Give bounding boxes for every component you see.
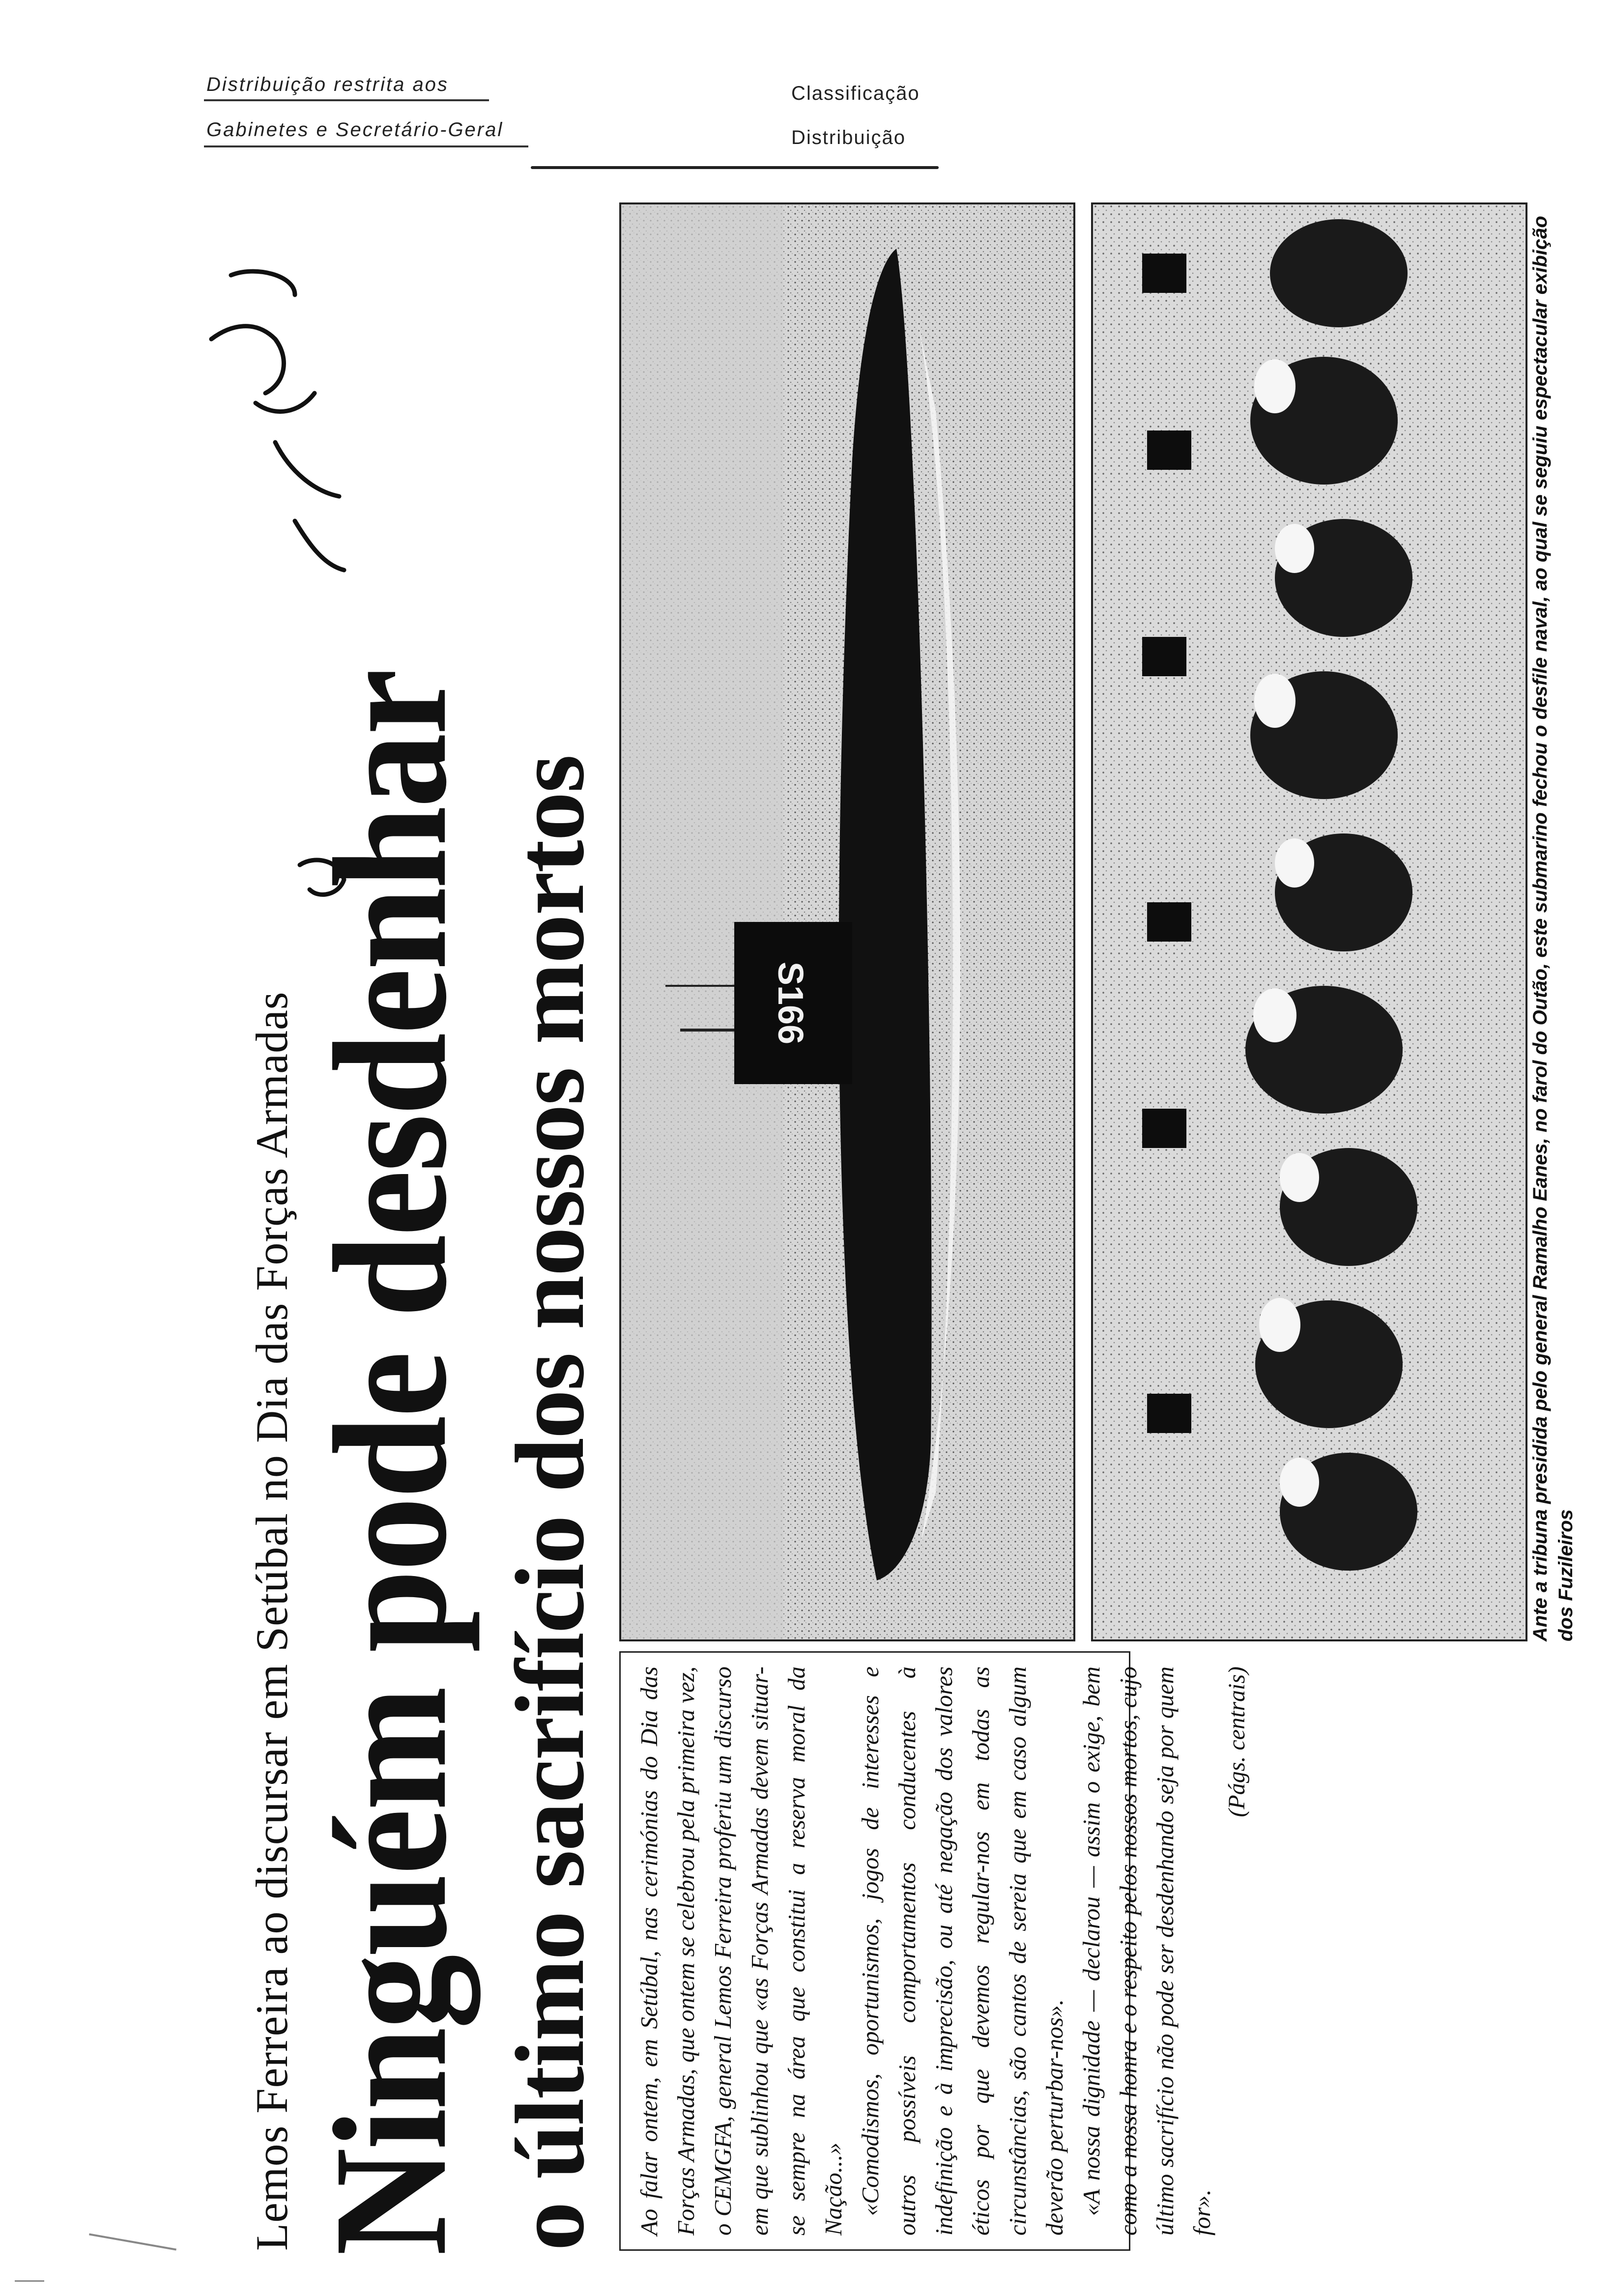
distribution-line-1: Distribuição restrita aos [206,74,449,95]
kicker-line: Lemos Ferreira ao discursar em Setúbal no Dia das Forças Armadas [247,991,297,2251]
article-paragraph-3: «A nossa dignidade — declarou — assim o exige, bem como a nossa honra e o respeito pelos nossos mortos, cujo último sacrifício não pode ser desdenhando seja por quem for». [1078,1666,1215,2236]
article-paragraph-2: «Comodismos, oportunismos, jogos de interesses e outros possíveis comportamentos conducentes à indefinição e à imprecisão, ou até negação dos valores éticos por que devemos regular-nos em todas as circunstâncias, são cantos de sereia que em caso algum deverão perturbar-nos». [857,1666,1068,2236]
classification-label: Classificação [791,83,920,104]
hull-number: S166 [771,961,810,1045]
distribution-line-2: Gabinetes e Secretário-Geral [206,119,504,141]
article-paragraph-1: Ao falar ontem, em Setúbal, nas cerimónias do Dia das Forças Armadas, que ontem se celebrou pela primeira vez, o CEMGFA, general Lemos Ferreira proferiu um discurso em que sublinhou que «as Forças Armadas devem situar-se sempre na área que constitui a reserva moral da Nação...» [635,1666,847,2236]
scan-artifact [15,2280,44,2282]
headline-line-1: Ninguém pode desdenhar [301,670,480,2256]
pages-reference: (Págs. centrais) [1224,1666,1250,1817]
headline-line-2: o último sacrifício dos nossos mortos [496,755,604,2251]
photo-caption: Ante a tribuna presidida pelo general Ramalho Eanes, no farol do Outão, este submarino fechou o desfile naval, ao qual se seguiu espectacular exibição dos Fuzileiros [1529,216,1577,1641]
distribution-label: Distribuição [791,127,906,148]
